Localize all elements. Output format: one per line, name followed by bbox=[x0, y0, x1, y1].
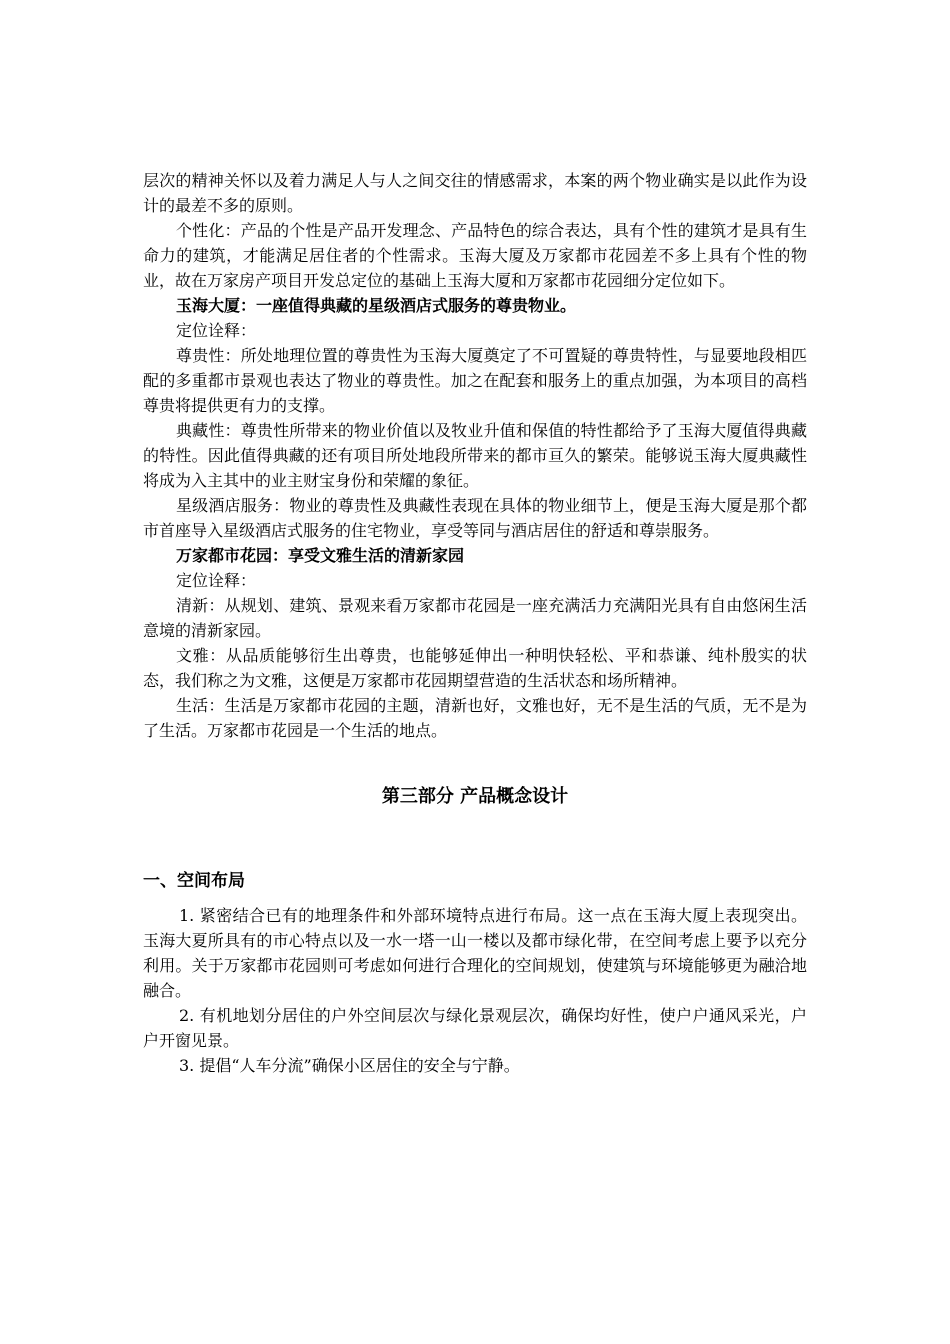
part-title: 第三部分 产品概念设计 bbox=[381, 786, 569, 807]
section-title: 一、空间布局 bbox=[143, 871, 245, 891]
document-page bbox=[143, 168, 807, 1078]
spacer bbox=[143, 811, 807, 867]
wanjia-heading: 万家都市花园：享受文雅生活的清新家园 bbox=[176, 546, 465, 565]
paragraph-individuality: 个性化：产品的个性是产品开发理念、产品特色的综合表达，具有个性的建筑才是具有生命力的建筑，才能满足居住者的个性需求。玉海大厦及万家都市花园差不多上具有个性的物业，故在万家房产项目开发总定位的基础上玉海大厦和万家都市花园细分定位如下。 bbox=[143, 221, 807, 290]
yuhai-label: 定位诠释： bbox=[176, 321, 257, 340]
wanjia-item-life: 生活：生活是万家都市花园的主题，清新也好，文雅也好，无不是生活的气质，无不是为了生活。万家都市花园是一个生活的地点。 bbox=[143, 696, 807, 740]
yuhai-item-nobility: 尊贵性：所处地理位置的尊贵性为玉海大厦奠定了不可置疑的尊贵特性，与显要地段相匹配的多重都市景观也表达了物业的尊贵性。加之在配套和服务上的重点加强，为本项目的高档尊贵将提供更有力的支撑。 bbox=[143, 346, 807, 415]
layout-item-3: 3. 提倡“人车分流”确保小区居住的安全与宁静。 bbox=[179, 1056, 520, 1075]
spacer bbox=[143, 895, 807, 903]
wanjia-label: 定位诠释： bbox=[176, 571, 257, 590]
layout-item-2: 2. 有机地划分居住的户外空间层次与绿化景观层次，确保均好性，使户户通风采光，户户开窗见景。 bbox=[143, 1006, 807, 1050]
wanjia-item-elegant: 文雅：从品质能够衍生出尊贵，也能够延伸出一种明快轻松、平和恭谦、纯朴殷实的状态，我们称之为文雅，这便是万家都市花园期望营造的生活状态和场所精神。 bbox=[143, 646, 807, 690]
spacer bbox=[143, 743, 807, 783]
paragraph-continued: 层次的精神关怀以及着力满足人与人之间交往的情感需求，本案的两个物业确实是以此作为设计的最差不多的原则。 bbox=[143, 171, 807, 215]
yuhai-heading: 玉海大厦：一座值得典藏的星级酒店式服务的尊贵物业。 bbox=[176, 296, 577, 315]
layout-item-1: 1. 紧密结合已有的地理条件和外部环境特点进行布局。这一点在玉海大厦上表现突出。玉海大夏所具有的市心特点以及一水一塔一山一楼以及都市绿化带，在空间考虑上要予以充分利用。关于万家都市花园则可考虑如何进行合理化的空间规划，使建筑与环境能够更为融洽地融合。 bbox=[143, 906, 807, 1000]
yuhai-item-collectible: 典藏性：尊贵性所带来的物业价值以及牧业升值和保值的特性都给予了玉海大厦值得典藏的特性。因此值得典藏的还有项目所处地段所带来的都市亘久的繁荣。能够说玉海大厦典藏性将成为入主其中的业主财宝身份和荣耀的象征。 bbox=[143, 421, 807, 490]
wanjia-item-fresh: 清新：从规划、建筑、景观来看万家都市花园是一座充满活力充满阳光具有自由悠闲生活意境的清新家园。 bbox=[143, 596, 807, 640]
yuhai-item-hotel-service: 星级酒店服务：物业的尊贵性及典藏性表现在具体的物业细节上，便是玉海大厦是那个都市首座导入星级酒店式服务的住宅物业，享受等同与酒店居住的舒适和尊崇服务。 bbox=[143, 496, 807, 540]
